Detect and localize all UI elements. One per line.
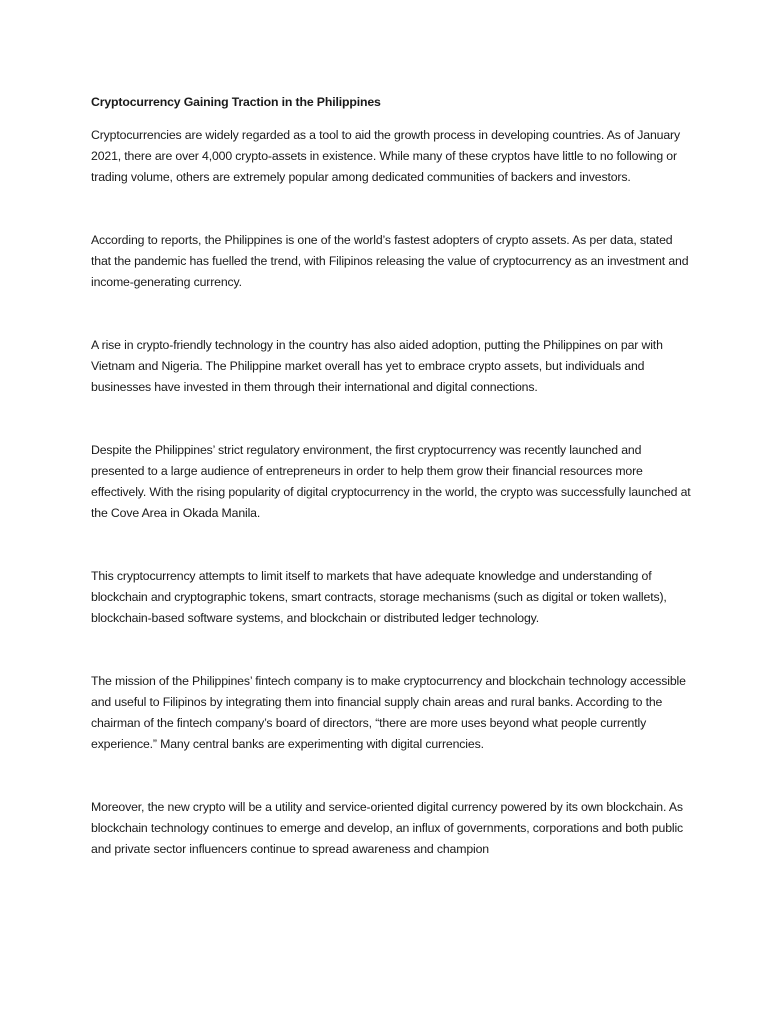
document-body: [91, 92, 691, 860]
paragraph-6: The mission of the Philippines’ fintech company is to make cryptocurrency and blockchain technology accessible and useful to Filipinos by integrating them into financial supply chain areas and rural banks. According to the chairman of the fintech company’s board of directors, “there are more uses beyond what people currently experience.” Many central banks are experimenting with digital currencies.: [91, 674, 686, 751]
paragraph-7: Moreover, the new crypto will be a utility and service-oriented digital currency powered by its own blockchain. As blockchain technology continues to emerge and develop, an influx of governments, corporations and both public and private sector influencers continue to spread awareness and champion: [91, 800, 684, 856]
paragraph-4: Despite the Philippines’ strict regulatory environment, the first cryptocurrency was recently launched and presented to a large audience of entrepreneurs in order to help them grow their financial resources more effectively. With the rising popularity of digital cryptocurrency in the world, the crypto was successfully launched at the Cove Area in Okada Manila.: [91, 443, 691, 520]
paragraph-2: According to reports, the Philippines is one of the world’s fastest adopters of crypto assets. As per data, stated that the pandemic has fuelled the trend, with Filipinos releasing the value of cryptocurrency as an investment and income-generating currency.: [91, 233, 689, 289]
paragraph-3: A rise in crypto-friendly technology in the country has also aided adoption, putting the Philippines on par with Vietnam and Nigeria. The Philippine market overall has yet to embrace crypto assets, but individuals and businesses have invested in them through their international and digital connections.: [91, 338, 663, 394]
paragraph-1: Cryptocurrencies are widely regarded as a tool to aid the growth process in developing countries. As of January 2021, there are over 4,000 crypto-assets in existence. While many of these cryptos have little to no following or trading volume, others are extremely popular among dedicated communities of backers and investors.: [91, 128, 680, 184]
paragraph-5: This cryptocurrency attempts to limit itself to markets that have adequate knowledge and understanding of blockchain and cryptographic tokens, smart contracts, storage mechanisms (such as digital or token wallets), blockchain-based software systems, and blockchain or distributed ledger technology.: [91, 569, 667, 625]
document-title: Cryptocurrency Gaining Traction in the Philippines: [91, 95, 381, 109]
